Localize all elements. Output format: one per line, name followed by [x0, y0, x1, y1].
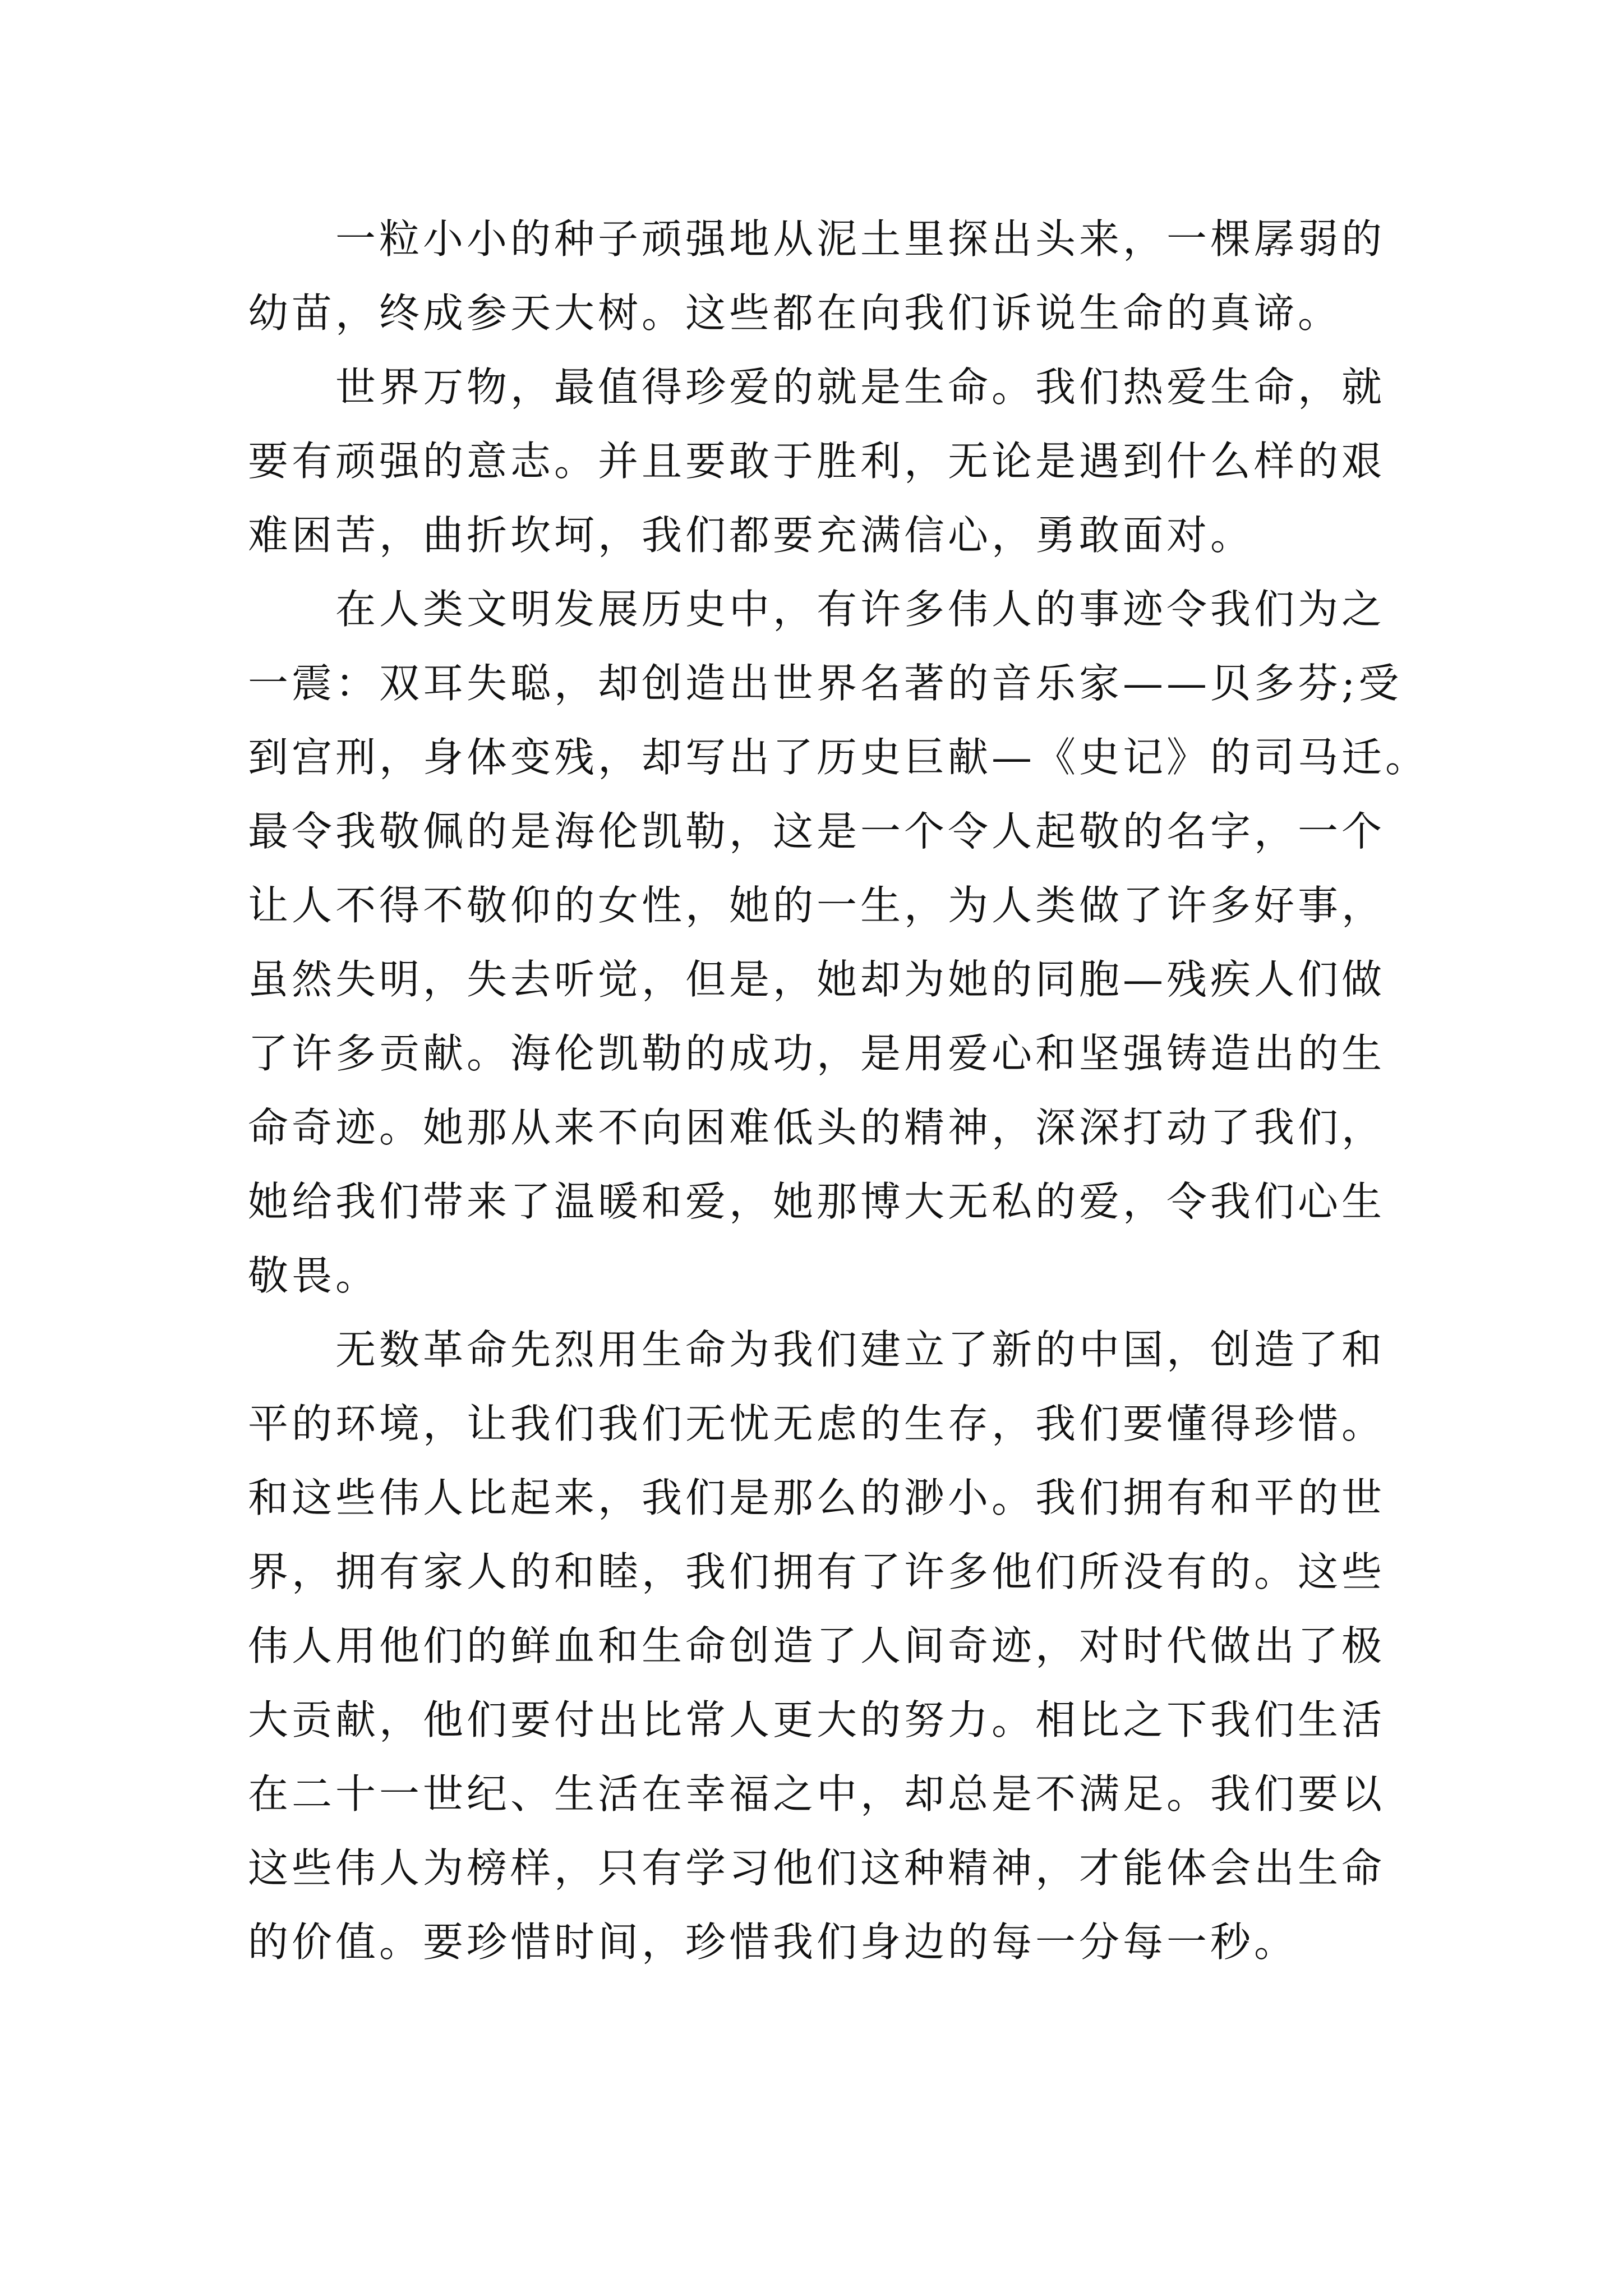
paragraph-4	[248, 1313, 1386, 1979]
paragraph-line: 最令我敬佩的是海伦凯勒，这是一个令人起敬的名字，一个	[248, 808, 1386, 855]
paragraph-line: 平的环境，让我们我们无忧无虑的生存，我们要懂得珍惜。	[248, 1400, 1386, 1447]
paragraph-line: 无数革命先烈用生命为我们建立了新的中国，创造了和	[335, 1326, 1386, 1373]
paragraph-line: 命奇迹。她那从来不向困难低头的精神，深深打动了我们，	[248, 1104, 1386, 1151]
paragraph-line: 幼苗，终成参天大树。这些都在向我们诉说生命的真谛。	[248, 289, 1342, 337]
paragraph-line: 这些伟人为榜样，只有学习他们这种精神，才能体会出生命	[248, 1844, 1386, 1892]
paragraph-line: 难困苦，曲折坎坷，我们都要充满信心，勇敢面对。	[248, 512, 1255, 559]
paragraph-line: 世界万物，最值得珍爱的就是生命。我们热爱生命，就	[335, 364, 1386, 411]
paragraph-3	[248, 572, 1430, 1313]
paragraph-line: 在人类文明发展历史中，有许多伟人的事迹令我们为之	[335, 586, 1386, 633]
paragraph-line: 敬畏。	[248, 1252, 380, 1299]
paragraph-2	[248, 350, 1386, 572]
paragraph-line: 了许多贡献。海伦凯勒的成功，是用爱心和坚强铸造出的生	[248, 1030, 1386, 1077]
paragraph-line: 虽然失明，失去听觉，但是，她却为她的同胞—残疾人们做	[248, 956, 1386, 1003]
paragraph-line: 一粒小小的种子顽强地从泥土里探出头来，一棵孱弱的	[335, 215, 1386, 263]
paragraph-line: 她给我们带来了温暖和爱，她那博大无私的爱，令我们心生	[248, 1178, 1386, 1225]
paragraph-line: 要有顽强的意志。并且要敢于胜利，无论是遇到什么样的艰	[248, 438, 1386, 485]
paragraph-line: 和这些伟人比起来，我们是那么的渺小。我们拥有和平的世	[248, 1474, 1386, 1521]
paragraph-line: 到宫刑，身体变残，却写出了历史巨献—《史记》的司马迁。	[248, 734, 1430, 781]
paragraph-line: 一震：双耳失聪，却创造出世界名著的音乐家——贝多芬;受	[248, 660, 1403, 707]
paragraph-1	[248, 202, 1386, 350]
paragraph-line: 的价值。要珍惜时间，珍惜我们身边的每一分每一秒。	[248, 1918, 1298, 1966]
essay-body	[248, 202, 1430, 1979]
paragraph-line: 让人不得不敬仰的女性，她的一生，为人类做了许多好事，	[248, 882, 1386, 929]
paragraph-line: 大贡献，他们要付出比常人更大的努力。相比之下我们生活	[248, 1696, 1386, 1743]
paragraph-line: 伟人用他们的鲜血和生命创造了人间奇迹，对时代做出了极	[248, 1622, 1386, 1669]
paragraph-line: 在二十一世纪、生活在幸福之中，却总是不满足。我们要以	[248, 1770, 1386, 1818]
paragraph-line: 界，拥有家人的和睦，我们拥有了许多他们所没有的。这些	[248, 1548, 1386, 1595]
